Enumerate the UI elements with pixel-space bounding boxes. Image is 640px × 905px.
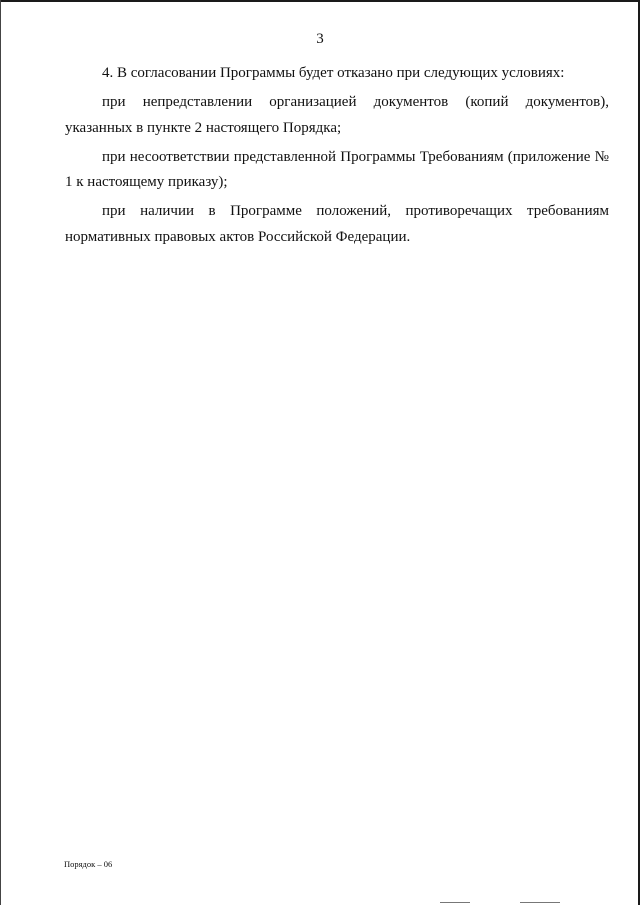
page-left-border [0, 0, 1, 905]
paragraph-clause-4: 4. В согласовании Программы будет отказано при следующих условиях: [102, 65, 565, 81]
document-body [65, 61, 609, 254]
paragraph-condition-documents: при непредставлении организацией документов (копий документов), указанных в пункте 2 настоящего Порядка; [65, 94, 609, 136]
footer-document-code: Порядок – 06 [64, 859, 113, 869]
scan-artifact [440, 902, 470, 903]
scan-artifact [520, 902, 560, 903]
page-number: 3 [316, 31, 324, 47]
page-top-border [0, 0, 640, 2]
paragraph-condition-requirements: при несоответствии представленной Программы Требованиям (приложение № 1 к настоящему приказу); [65, 148, 609, 190]
paragraph-condition-legislation: при наличии в Программе положений, противоречащих требованиям нормативных правовых актов Российской Федерации. [65, 203, 609, 245]
